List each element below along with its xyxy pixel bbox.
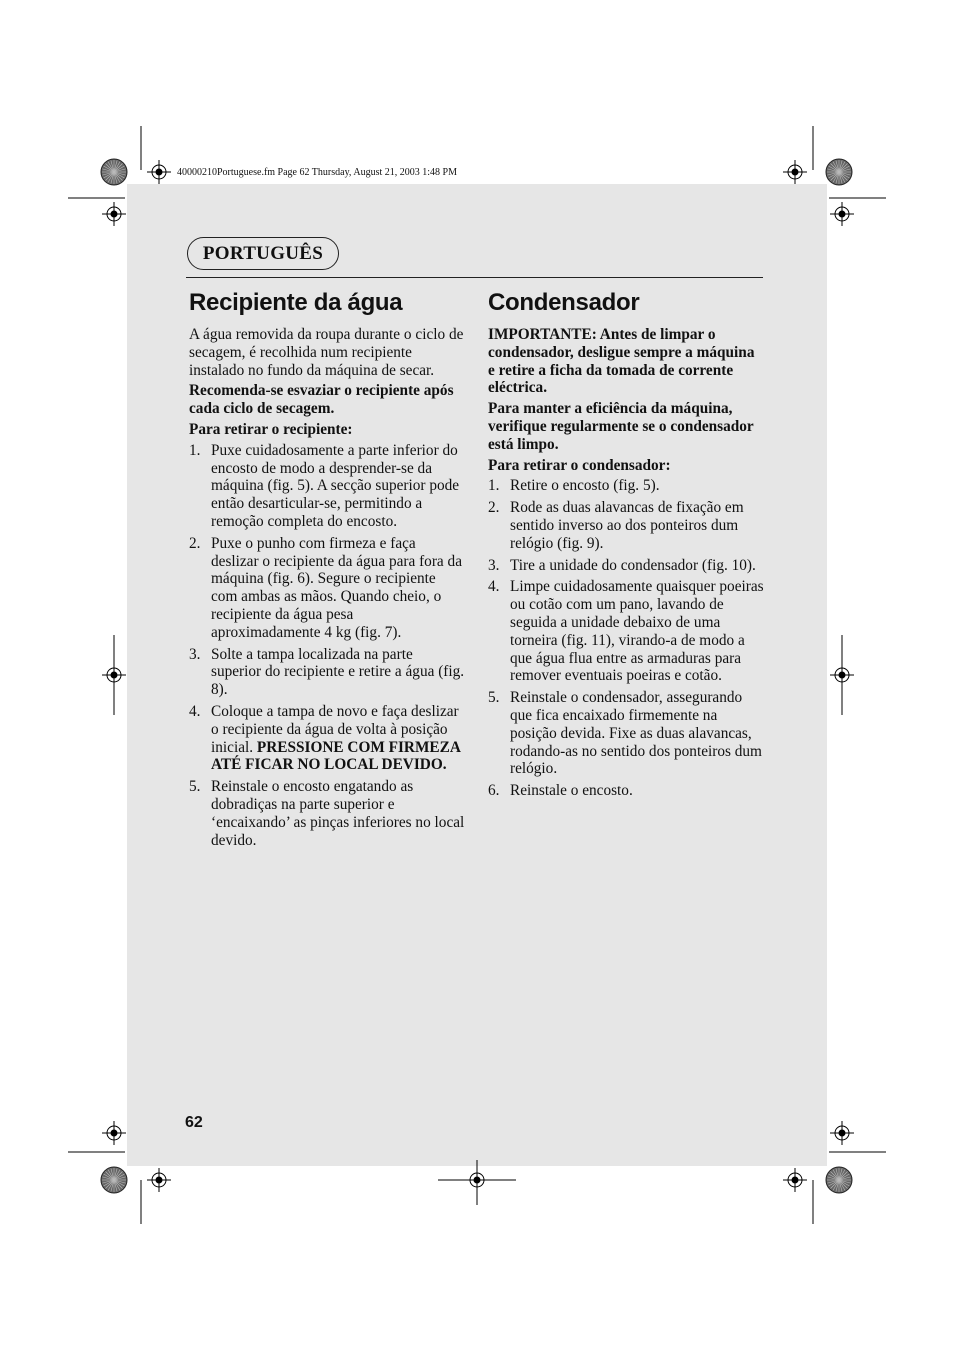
steps-list [189,442,465,850]
steps-list [488,477,764,800]
list-item: 5. Reinstale o condensador, assegurando que fica encaixado firmemente na posição devida. Fixe as duas alavancas, rodando-as no sentido dos ponteiros dum relógio. [488,689,762,778]
section-title-condenser: Condensador [488,289,640,316]
list-item: 1. Retire o encosto (fig. 5). [488,477,660,495]
intro-text: A água removida da roupa durante o ciclo de secagem, é recolhida num recipiente instalado no fundo da máquina de secar. [189,326,464,379]
list-item: 1. Puxe cuidadosamente a parte inferior do encosto de modo a desprender-se da máquina (fig. 5). A secção superior pode então desarticular-se, permitindo a remoção completa do encosto. [189,441,460,530]
file-slug: 40000210Portuguese.fm Page 62 Thursday, August 21, 2003 1:48 PM [177,167,457,178]
important-warning: IMPORTANTE: Antes de limpar o condensador, desligue sempre a máquina e retire a ficha da tomada de corrente eléctrica. [488,326,755,397]
steps-heading: Para retirar o condensador: [488,456,671,474]
list-item: 2. Rode as duas alavancas de fixação em sentido inverso ao dos ponteiros dum relógio (fig. 9). [488,499,744,552]
list-item: 3. Tire a unidade do condensador (fig. 10). [488,556,756,574]
efficiency-note: Para manter a eficiência da máquina, verifique regularmente se o condensador está limpo. [488,400,754,453]
right-column [488,288,764,804]
list-item: 4. Limpe cuidadosamente quaisquer poeiras ou cotão com um pano, lavando de seguida a unidade debaixo de uma torneira (fig. 11), virando-a de modo a que água flua entre as armaduras para remover eventuais poeiras e cotão. [488,578,764,685]
list-item: 2. Puxe o punho com firmeza e faça deslizar o recipiente da água para fora da máquina (fig. 6). Segure o recipiente com ambas as mãos. Quando cheio, o recipiente da água pesa aproximadamente 4 kg (fig. 7). [189,534,462,641]
list-item: 6. Reinstale o encosto. [488,782,633,800]
header-rule [186,277,763,278]
list-item: 4. Coloque a tampa de novo e faça deslizar o recipiente da água de volta à posição inicial. PRESSIONE COM FIRMEZA ATÉ FICAR NO LOCAL DEVIDO. [189,702,461,774]
left-column [189,288,465,853]
recommendation-text: Recomenda-se esvaziar o recipiente após cada ciclo de secagem. [189,382,454,418]
list-item: 5. Reinstale o encosto engatando as dobradiças na parte superior e ‘encaixando’ as pinças inferiores no local devido. [189,778,465,849]
page-number: 62 [185,1114,203,1131]
section-title-water-container: Recipiente da água [189,289,403,316]
language-badge: PORTUGUÊS [187,237,339,270]
steps-heading: Para retirar o recipiente: [189,420,353,438]
list-item: 3. Solte a tampa localizada na parte superior do recipiente e retire a água (fig. 8). [189,645,465,699]
